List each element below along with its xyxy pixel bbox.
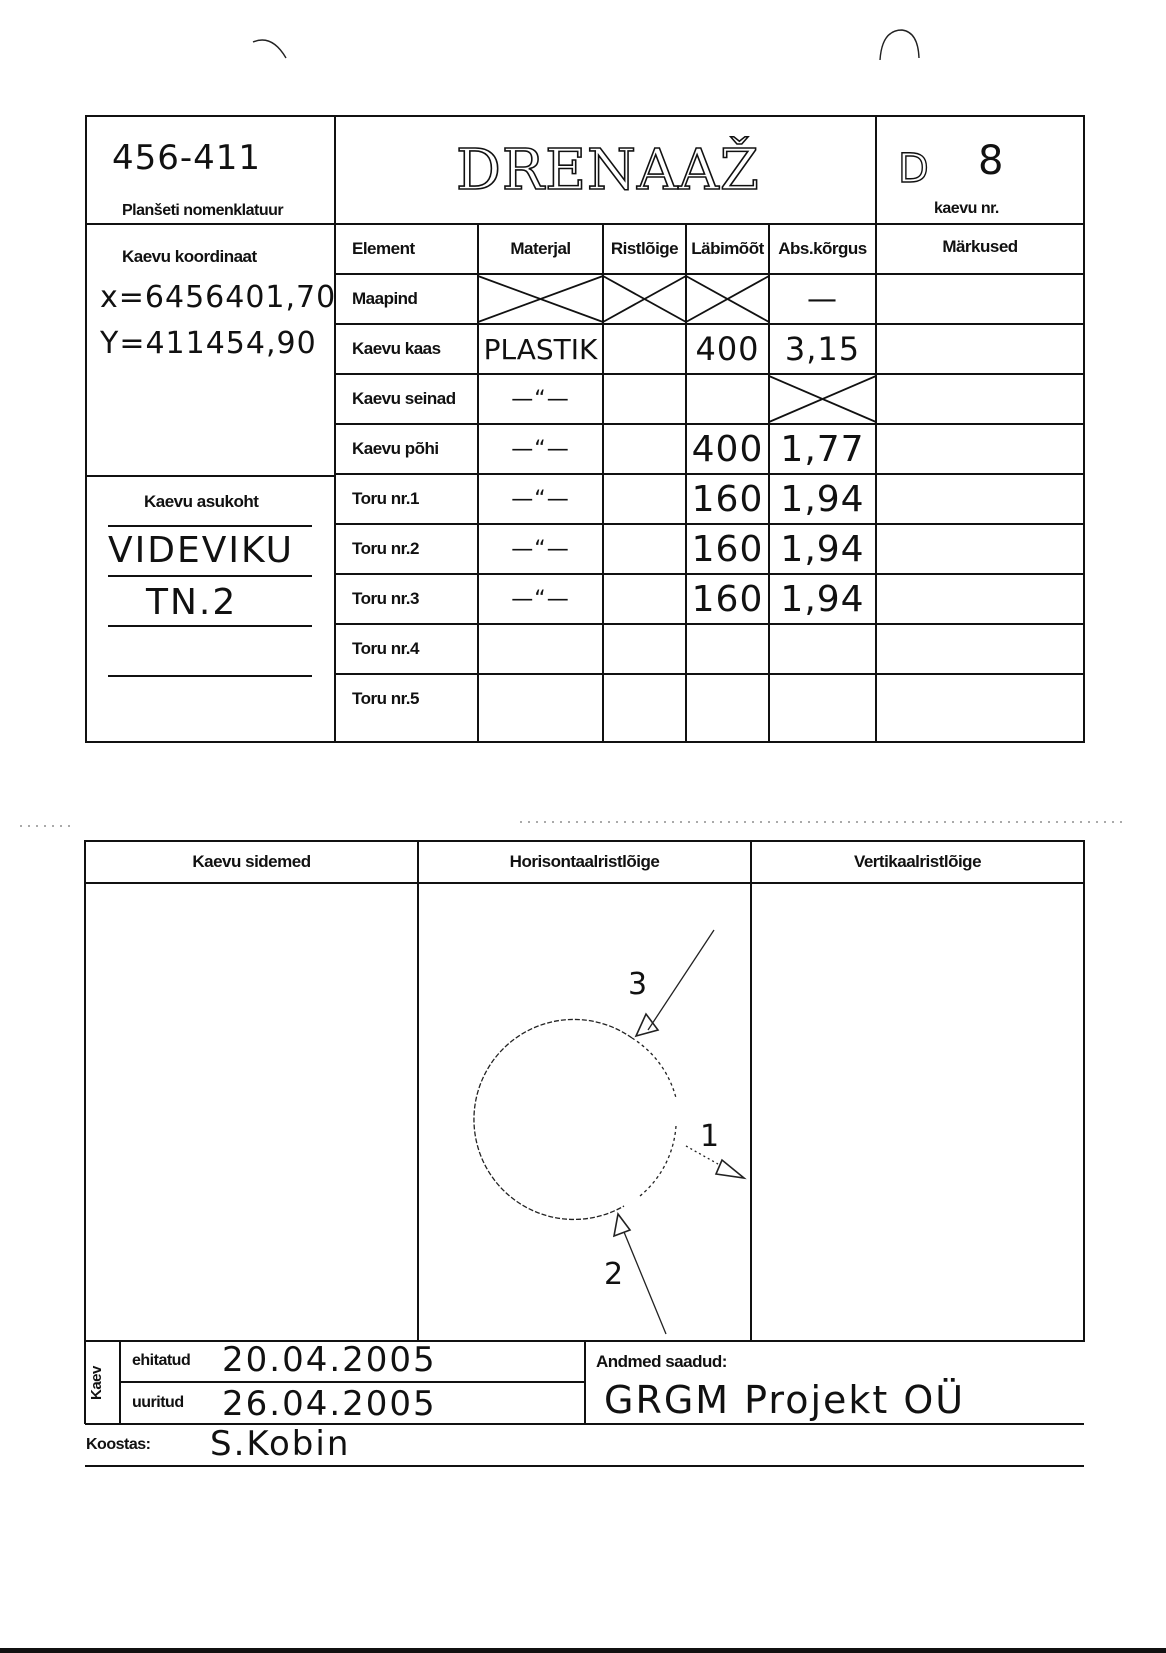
header-ristloige: Ristlõige xyxy=(610,239,679,258)
ehitatud-label: ehitatud xyxy=(132,1352,191,1369)
row-materjal: —“— xyxy=(511,436,570,462)
koostas-value: S.Kobin xyxy=(210,1424,351,1464)
row-materjal: —“— xyxy=(511,386,570,412)
row-element: Toru nr.5 xyxy=(352,689,419,708)
uuritud-value: 26.04.2005 xyxy=(222,1384,437,1424)
row-labimoot: 160 xyxy=(691,578,764,620)
row-abs: — xyxy=(807,281,838,317)
location-label: Kaevu asukoht xyxy=(144,492,259,511)
pipe-label-1: 1 xyxy=(700,1119,720,1154)
andmed-label: Andmed saadud: xyxy=(596,1352,727,1371)
header-abs-korgus: Abs.kõrgus xyxy=(778,239,867,258)
row-labimoot: 400 xyxy=(691,428,764,470)
nomenclature-label: Planšeti nomenklatuur xyxy=(122,202,284,219)
row-element: Toru nr.2 xyxy=(352,539,419,558)
scan-edge xyxy=(0,1648,1166,1653)
row-element: Toru nr.3 xyxy=(352,589,419,608)
nomenclature-value: 456-411 xyxy=(112,138,262,178)
header-element: Element xyxy=(352,239,415,258)
sketch-col-vertikaal: Vertikaalristlõige xyxy=(853,852,982,871)
side-label-kaev: Kaev xyxy=(88,1366,105,1400)
well-prefix: D xyxy=(898,146,929,192)
pipe-label-2: 2 xyxy=(604,1257,624,1292)
row-element: Maapind xyxy=(352,289,418,308)
row-element: Kaevu seinad xyxy=(352,389,456,408)
pipe-label-3: 3 xyxy=(628,967,648,1002)
location-line2: TN.2 xyxy=(146,582,238,623)
row-abs: 1,94 xyxy=(780,578,865,620)
row-abs: 3,15 xyxy=(784,330,861,368)
uuritud-label: uuritud xyxy=(132,1394,184,1411)
ehitatud-value: 20.04.2005 xyxy=(222,1340,437,1380)
koostas-label: Koostas: xyxy=(86,1436,151,1453)
well-number: 8 xyxy=(978,138,1005,184)
page-title: DRENAAŽ xyxy=(456,138,760,203)
row-element: Toru nr.4 xyxy=(352,639,419,658)
coordinates-label: Kaevu koordinaat xyxy=(122,247,257,266)
sketch-col-horisontaal: Horisontaalristlõige xyxy=(509,852,660,871)
row-element: Toru nr.1 xyxy=(352,489,419,508)
coordinate-y: Y=411454,90 xyxy=(100,326,317,361)
coordinate-x: x=6456401,70 xyxy=(100,280,337,315)
location-line1: VIDEVIKU xyxy=(108,530,294,571)
row-labimoot: 160 xyxy=(691,528,764,570)
row-abs: 1,77 xyxy=(780,428,865,470)
sketch-col-sidemed: Kaevu sidemed xyxy=(192,852,311,871)
row-materjal: —“— xyxy=(511,586,570,612)
row-materjal: PLASTIK xyxy=(483,332,598,366)
row-labimoot: 160 xyxy=(691,478,764,520)
header-materjal: Materjal xyxy=(510,239,571,258)
row-materjal: —“— xyxy=(511,486,570,512)
row-element: Kaevu põhi xyxy=(352,439,439,458)
row-abs: 1,94 xyxy=(780,478,865,520)
row-materjal: —“— xyxy=(511,536,570,562)
row-labimoot: 400 xyxy=(695,330,760,368)
row-abs: 1,94 xyxy=(780,528,865,570)
header-markused: Märkused xyxy=(942,237,1018,256)
well-label: kaevu nr. xyxy=(934,200,999,217)
header-labimoot: Läbimõõt xyxy=(691,239,764,258)
andmed-value: GRGM Projekt OÜ xyxy=(604,1378,966,1422)
row-element: Kaevu kaas xyxy=(352,339,441,358)
